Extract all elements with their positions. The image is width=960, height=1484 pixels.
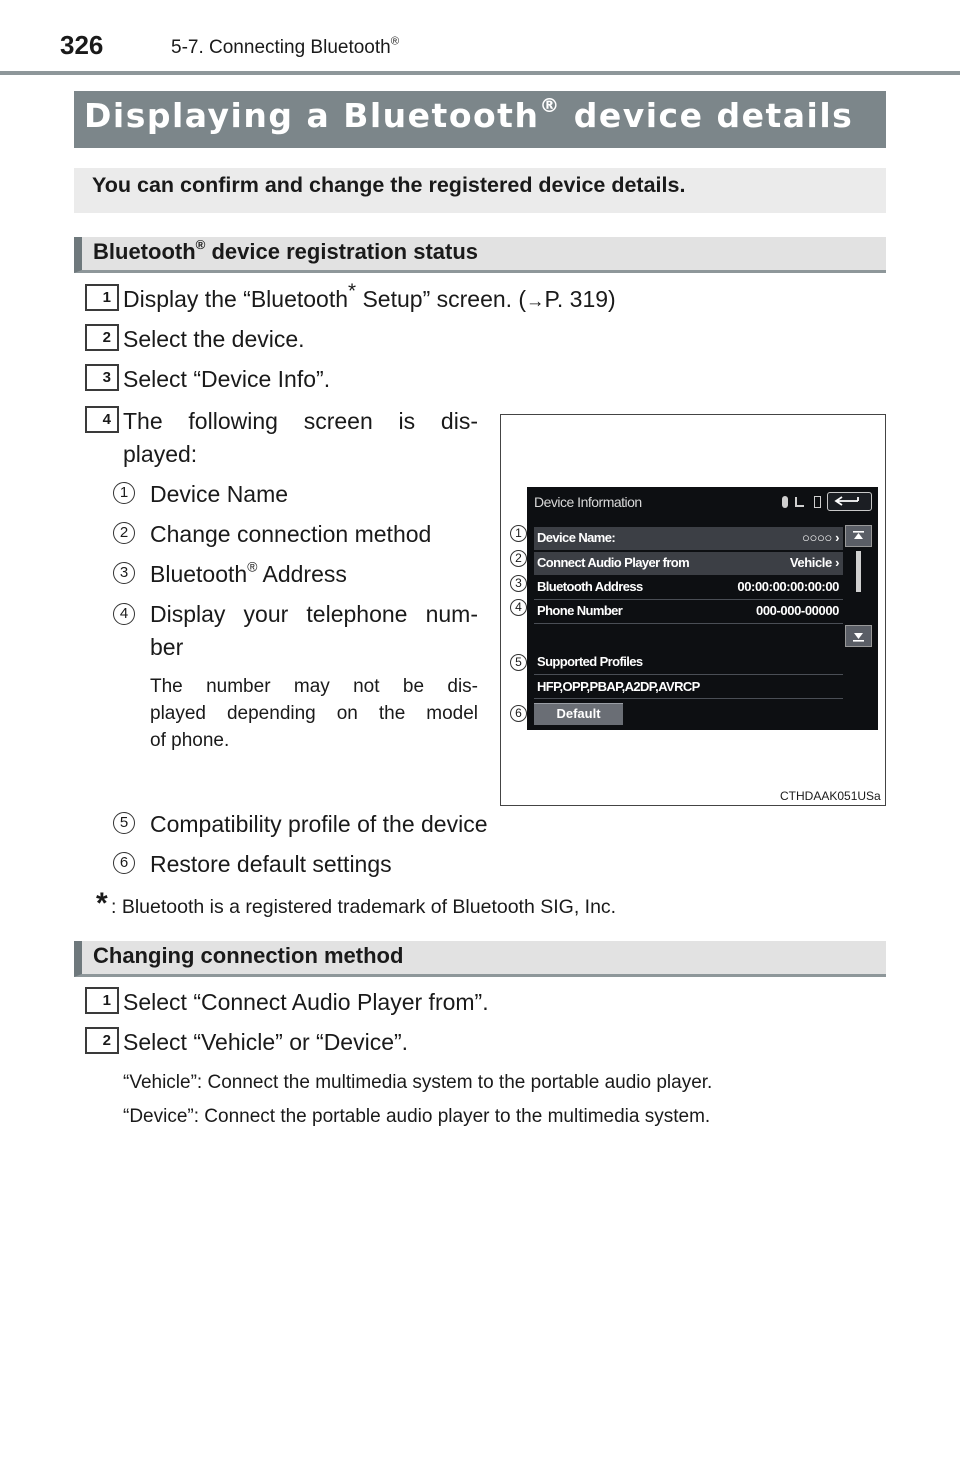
chapter-title <box>171 37 399 59</box>
back-button[interactable] <box>827 492 872 511</box>
row-bluetooth-address <box>534 576 843 599</box>
step-number: 1 <box>85 284 119 311</box>
page-reference-link[interactable]: P. 319) <box>544 286 616 312</box>
row-label: Phone Number <box>537 603 623 618</box>
scroll-down-button[interactable] <box>845 625 872 647</box>
callout-number: 1 <box>113 482 135 504</box>
row-connect-audio-player[interactable] <box>534 552 843 575</box>
figure-callout: 3 <box>510 575 527 592</box>
figure-callout: 2 <box>510 550 527 567</box>
heading-text: Bluetooth <box>93 239 196 264</box>
scroll-up-button[interactable] <box>845 525 872 547</box>
return-arrow-icon <box>828 493 870 509</box>
row-value: ○○○○ › <box>802 530 839 545</box>
note-text: The number may not be dis- <box>150 676 478 697</box>
note-text: “Vehicle”: Connect the multimedia system to the portable audio player. <box>123 1072 713 1093</box>
callout-number: 2 <box>113 522 135 544</box>
step-number: 1 <box>85 987 119 1014</box>
row-divider <box>534 698 843 699</box>
profiles-label: Supported Profiles <box>537 654 643 669</box>
registered-mark: ® <box>195 237 206 253</box>
heading-text: device registration status <box>205 239 479 264</box>
item-text: ber <box>150 634 184 660</box>
title-part1: Displaying a Bluetooth <box>84 96 540 135</box>
page-title <box>84 96 853 135</box>
bluetooth-icon <box>782 496 788 508</box>
battery-icon <box>814 496 821 508</box>
header-rule <box>0 71 960 75</box>
row-label: Connect Audio Player from <box>537 555 690 570</box>
step-text-part: Setup” screen. ( <box>356 286 527 312</box>
profiles-value: HFP,OPP,PBAP,A2DP,AVRCP <box>537 679 700 694</box>
step-text: Select “Connect Audio Player from”. <box>123 989 489 1015</box>
callout-number: 6 <box>113 852 135 874</box>
step-number: 4 <box>85 406 119 433</box>
screen-title: Device Information <box>534 494 642 510</box>
step-text: Select “Device Info”. <box>123 366 331 392</box>
figure-callout: 5 <box>510 654 527 671</box>
step-text <box>123 279 616 313</box>
item-text: Compatibility profile of the device <box>150 811 488 837</box>
row-device-name[interactable] <box>534 527 843 550</box>
item-text: Device Name <box>150 481 289 507</box>
footnote-text: : Bluetooth is a registered trademark of Bluetooth SIG, Inc. <box>111 896 617 918</box>
device-information-screen <box>527 487 878 730</box>
section-heading-registration-status <box>93 239 478 265</box>
step-number: 3 <box>85 364 119 391</box>
figure-callout: 4 <box>510 599 527 616</box>
callout-number: 5 <box>113 812 135 834</box>
row-label: Device Name: <box>537 530 616 545</box>
scroll-down-icon <box>846 626 871 646</box>
note-text: played depending on the model <box>150 703 478 724</box>
row-divider <box>534 623 843 624</box>
scroll-up-icon <box>846 526 871 546</box>
figure-callout: 1 <box>510 525 527 542</box>
figure-code: CTHDAAK051USa <box>780 789 881 803</box>
title-part2: device details <box>560 96 854 135</box>
default-button[interactable]: Default <box>534 703 623 725</box>
arrow-icon: → <box>526 290 545 311</box>
row-value: 000-000-00000 <box>756 603 839 618</box>
step-text: Select the device. <box>123 326 305 352</box>
row-label: Bluetooth Address <box>537 579 643 594</box>
section-heading-connection-method: Changing connection method <box>93 943 404 968</box>
row-divider <box>534 674 843 675</box>
note-text: of phone. <box>150 730 230 751</box>
step-number: 2 <box>85 1027 119 1054</box>
registered-mark: ® <box>390 35 400 48</box>
item-text: Change connection method <box>150 521 432 547</box>
row-value: Vehicle › <box>789 555 839 570</box>
row-phone-number <box>534 600 843 623</box>
item-text: Display your telephone num- <box>150 601 478 627</box>
note-text: “Device”: Connect the portable audio player to the multimedia system. <box>123 1106 711 1127</box>
figure-callout: 6 <box>510 705 527 722</box>
footnote-asterisk: * <box>96 887 108 920</box>
callout-number: 4 <box>113 603 135 625</box>
step-text: The following screen is dis- <box>123 408 478 434</box>
step-text-part: Display the “Bluetooth <box>123 286 349 312</box>
intro-text: You can confirm and change the registered device details. <box>92 173 686 197</box>
step-text: played: <box>123 441 198 467</box>
chapter-text: 5-7. Connecting Bluetooth <box>171 37 391 58</box>
item-text-part: Bluetooth <box>150 561 248 587</box>
step-text: Select “Vehicle” or “Device”. <box>123 1029 409 1055</box>
page-number: 326 <box>60 30 104 60</box>
asterisk-mark: * <box>348 279 357 303</box>
item-text <box>150 561 347 588</box>
scrollbar-thumb[interactable] <box>856 551 861 592</box>
registered-mark: ® <box>539 94 561 118</box>
registered-mark: ® <box>247 559 258 575</box>
item-text: Restore default settings <box>150 851 392 877</box>
row-value: 00:00:00:00:00:00 <box>737 579 839 594</box>
item-text-part: Address <box>257 561 347 587</box>
callout-number: 3 <box>113 562 135 584</box>
signal-icon <box>795 497 804 507</box>
step-number: 2 <box>85 324 119 351</box>
